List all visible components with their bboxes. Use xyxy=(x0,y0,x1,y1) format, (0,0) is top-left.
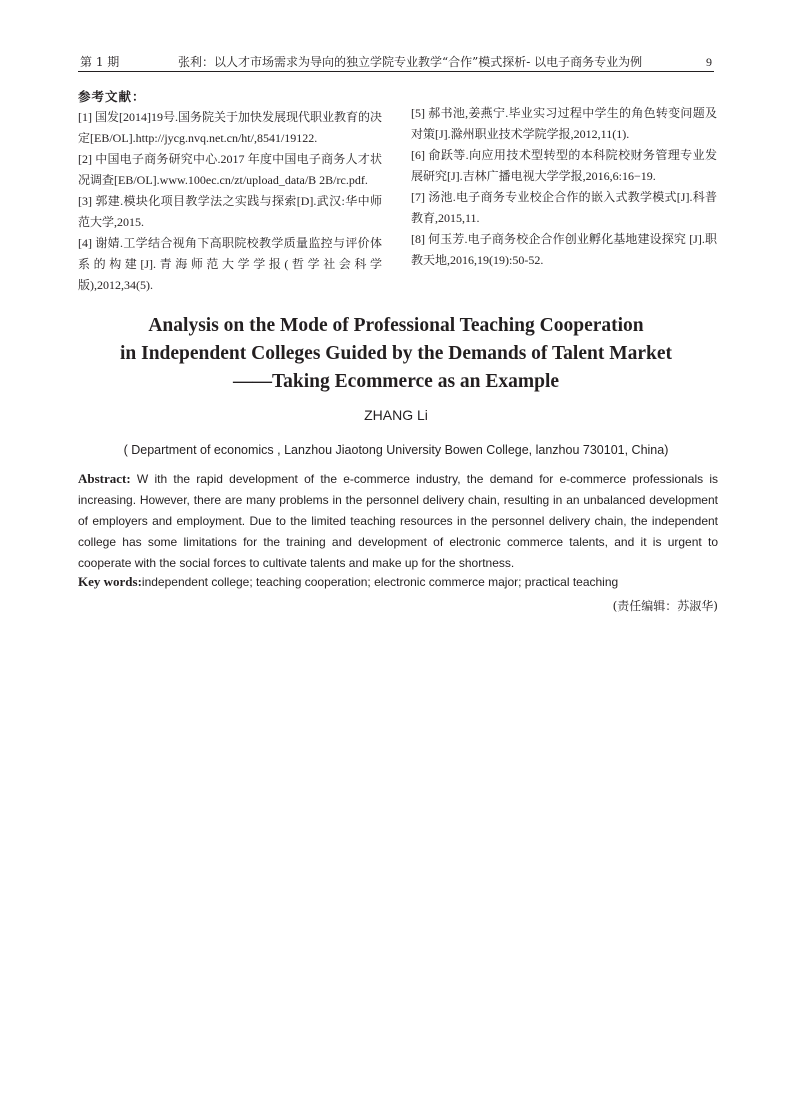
reference-item: [7] 汤池.电子商务专业校企合作的嵌入式教学模式[J].科普教育,2015,11. xyxy=(411,190,717,225)
running-title: 张利：以人才市场需求为导向的独立学院专业教学“合作”模式探析- 以电子商务专业为例 xyxy=(178,55,643,69)
abstract-label: Abstract: xyxy=(78,471,131,486)
title-line-2: in Independent Colleges Guided by the Demands of Talent Market xyxy=(119,343,673,364)
responsible-editor: (责任编辑：苏淑华) xyxy=(612,599,718,613)
title-line-1: Analysis on the Mode of Professional Teaching Cooperation xyxy=(148,315,644,336)
keywords-text: independent college; teaching cooperation; electronic commerce major; practical teaching xyxy=(141,575,619,589)
references-left-column xyxy=(78,107,382,296)
keywords-label: Key words: xyxy=(78,574,142,589)
reference-item: [8] 何玉芳.电子商务校企合作创业孵化基地建设探究 [J].职教天地,2016,19(19):50-52. xyxy=(411,232,717,267)
english-title xyxy=(60,312,732,396)
reference-item: [2] 中国电子商务研究中心.2017 年度中国电子商务人才状况调查[EB/OL].www.100ec.cn/zt/upload_data/B 2B/rc.pdf. xyxy=(78,152,382,187)
running-header xyxy=(78,53,714,72)
references-right-column xyxy=(411,103,717,271)
page-number: 9 xyxy=(706,55,712,69)
keywords xyxy=(78,573,718,591)
abstract-text: W ith the rapid development of the e-commerce industry, the demand for e-commerce professionals is increasing. However, there are many problems in the personnel delivery chain, resulting in an unbalanced development of employers and employment. Due to the limited teaching resources in the personnel delivery chain, the independent college has some limitations for the training and development of electronic commerce talents, and it is urgent to cooperate with the social forces to cultivate talents and make up for the shortness. xyxy=(78,472,718,570)
author-name: ZHANG Li xyxy=(364,407,428,423)
reference-item: [4] 谢婧.工学结合视角下高职院校教学质量监控与评价体系的构建[J].青海师范大学学报(哲学社会科学版),2012,34(5). xyxy=(78,236,382,292)
references-heading: 参考文献： xyxy=(78,89,146,104)
title-line-3: ——Taking Ecommerce as an Example xyxy=(232,371,560,392)
author-affiliation: ( Department of economics , Lanzhou Jiaotong University Bowen College, lanzhou 730101, China) xyxy=(123,443,669,457)
abstract xyxy=(78,468,718,574)
reference-item: [1] 国发[2014]19号.国务院关于加快发展现代职业教育的决定[EB/OL].http://jycg.nvq.net.cn/ht/,8541/19122. xyxy=(78,110,382,145)
reference-item: [6] 俞跃等.向应用技术型转型的本科院校财务管理专业发展研究[J].吉林广播电视大学学报,2016,6:16−19. xyxy=(411,148,717,183)
issue-number: 第 1 期 xyxy=(80,55,120,69)
reference-item: [3] 郭建.模块化项目教学法之实践与探索[D].武汉:华中师范大学,2015. xyxy=(78,194,382,229)
reference-item: [5] 郝书池,姜燕宁.毕业实习过程中学生的角色转变问题及对策[J].滁州职业技术学院学报,2012,11(1). xyxy=(411,106,717,141)
